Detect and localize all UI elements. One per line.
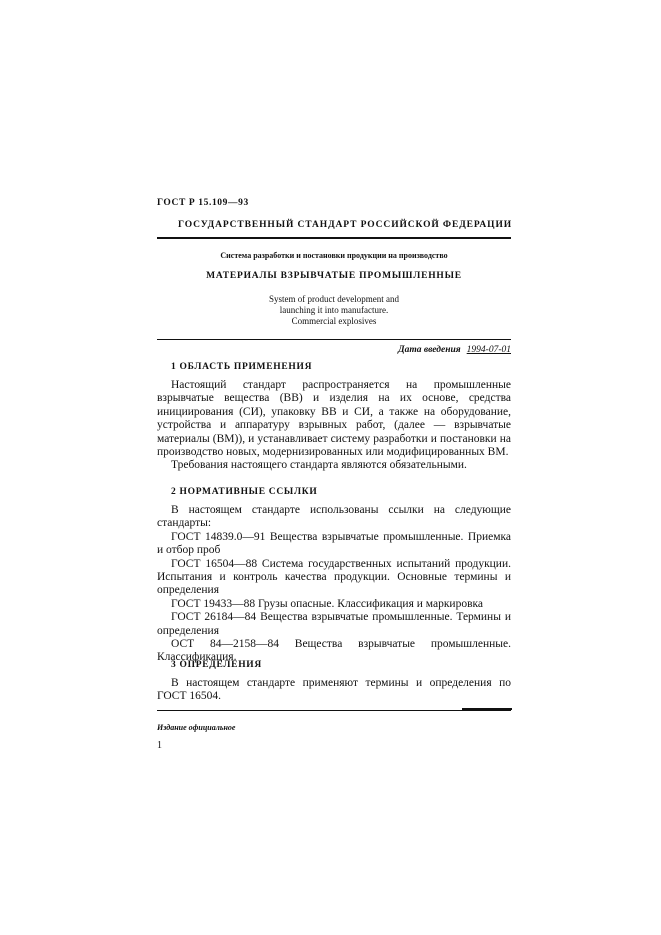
gost-code: ГОСТ Р 15.109—93 bbox=[157, 198, 249, 208]
section-scope bbox=[157, 362, 511, 473]
english-title-line: launching it into manufacture. bbox=[279, 305, 389, 315]
section-heading: 1 ОБЛАСТЬ ПРИМЕНЕНИЯ bbox=[171, 362, 313, 372]
intro-date-label: Дата введения bbox=[398, 345, 461, 355]
section-heading: 3 ОПРЕДЕЛЕНИЯ bbox=[171, 660, 262, 670]
english-title bbox=[157, 294, 511, 327]
section-paragraph: В настоящем стандарте применяют термины и определения по ГОСТ 16504. bbox=[157, 677, 511, 703]
section-references bbox=[157, 487, 511, 665]
document-title: МАТЕРИАЛЫ ВЗРЫВЧАТЫЕ ПРОМЫШЛЕННЫЕ bbox=[206, 271, 462, 281]
reference-item: ГОСТ 16504—88 Система государственных испытаний продукции. Испытания и контроль качества продукции. Основные термины и определения bbox=[157, 557, 511, 597]
reference-item: ОСТ 84—2158—84 Вещества взрывчатые промышленные. Классификация. bbox=[157, 638, 511, 664]
reference-item: ГОСТ 14839.0—91 Вещества взрывчатые промышленные. Приемка и отбор проб bbox=[157, 530, 511, 557]
reference-item: ГОСТ 26184—84 Вещества взрывчатые промышленные. Термины и определения bbox=[157, 611, 511, 637]
footer-divider-end bbox=[462, 708, 512, 710]
english-title-line: System of product development and bbox=[269, 294, 399, 304]
title-divider bbox=[157, 339, 511, 340]
reference-item: ГОСТ 19433—88 Грузы опасные. Классификация и маркировка bbox=[171, 597, 484, 610]
page-number: 1 bbox=[157, 740, 162, 751]
english-title-line: Commercial explosives bbox=[291, 316, 377, 326]
section-paragraph: Требования настоящего стандарта являются обязательными. bbox=[171, 459, 467, 472]
header-divider bbox=[157, 237, 511, 239]
intro-date bbox=[398, 345, 511, 355]
standard-title: ГОСУДАРСТВЕННЫЙ СТАНДАРТ РОССИЙСКОЙ ФЕДЕРАЦИИ bbox=[178, 220, 513, 230]
footer-divider bbox=[157, 710, 511, 711]
section-paragraph: В настоящем стандарте использованы ссылки на следующие стандарты: bbox=[157, 504, 511, 530]
section-definitions bbox=[157, 660, 511, 704]
official-edition: Издание официальное bbox=[157, 723, 236, 732]
section-paragraph: Настоящий стандарт распространяется на промышленные взрывчатые вещества (ВВ) и изделия на их основе, средства инициирования (СИ), упаковку ВВ и СИ, а также на оборудование, устройства и аппаратуру взрывных работ, (далее — взрывчатые материалы (ВМ)), и устанавливает систему разработки и постановки на производство новых, модернизированных или модифицированных ВМ. bbox=[157, 379, 511, 459]
system-title: Система разработки и постановки продукции на производство bbox=[220, 251, 448, 260]
section-heading: 2 НОРМАТИВНЫЕ ССЫЛКИ bbox=[171, 487, 318, 497]
intro-date-value: 1994-07-01 bbox=[466, 345, 511, 355]
